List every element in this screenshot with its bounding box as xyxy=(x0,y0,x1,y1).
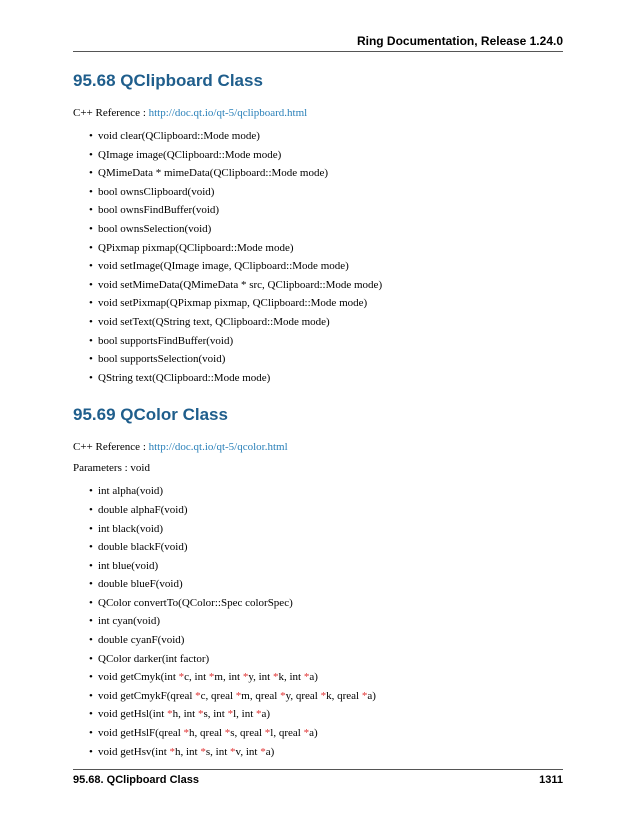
signature-text: double cyanF(void) xyxy=(98,634,185,647)
cpp-reference xyxy=(73,106,563,120)
list-item xyxy=(73,369,563,388)
signature-text: bool ownsFindBuffer(void) xyxy=(98,204,220,217)
bullet-icon: • xyxy=(89,130,93,142)
section-qclipboard xyxy=(73,70,563,387)
signature-text: void getCmykF(qreal xyxy=(98,689,196,702)
pointer-asterisk: * xyxy=(303,727,310,740)
list-item xyxy=(73,482,563,501)
signature-text: void getHsl(int xyxy=(98,708,168,721)
bullet-icon: • xyxy=(89,334,93,347)
pointer-asterisk: * xyxy=(242,671,249,684)
signature-text: double alphaF(void) xyxy=(98,503,188,516)
list-item xyxy=(73,501,563,520)
pointer-asterisk: * xyxy=(195,689,201,702)
signature-text: void setPixmap(QPixmap pixmap, QClipboard::Mode mode) xyxy=(98,297,368,310)
signature-text: QMimeData * mimeData(QClipboard::Mode mode) xyxy=(98,167,329,180)
signature-text: s, int xyxy=(203,708,228,721)
bullet-icon: • xyxy=(89,671,93,684)
bullet-icon: • xyxy=(89,541,93,554)
signature-text: bool ownsClipboard(void) xyxy=(98,185,215,198)
list-item xyxy=(73,612,563,631)
bullet-icon: • xyxy=(89,371,93,384)
page-header-title: Ring Documentation, Release 1.24.0 xyxy=(356,34,563,48)
signature-text: void setText(QString text, QClipboard::Mode mode) xyxy=(98,315,330,328)
signature-text: QColor darker(int factor) xyxy=(98,652,210,665)
pointer-asterisk: * xyxy=(256,708,262,721)
list-item xyxy=(73,164,563,183)
list-item xyxy=(73,127,563,146)
bullet-icon: • xyxy=(89,652,93,665)
bullet-icon: • xyxy=(89,559,93,572)
pointer-asterisk: * xyxy=(230,745,236,758)
signature-text: s, qreal xyxy=(230,727,265,740)
pointer-asterisk: * xyxy=(320,689,327,702)
bullet-icon: • xyxy=(89,578,93,591)
signature-text: void getCmyk(int xyxy=(98,671,179,684)
bullet-icon: • xyxy=(89,503,93,516)
signature-text: int black(void) xyxy=(98,522,164,535)
list-item xyxy=(73,257,563,276)
list-item xyxy=(73,687,563,706)
list-item xyxy=(73,201,563,220)
list-item xyxy=(73,743,563,762)
signature-text: c, int xyxy=(184,671,209,684)
signature-text: QImage image(QClipboard::Mode mode) xyxy=(98,148,282,161)
section-heading: 95.69 QColor Class xyxy=(73,405,228,425)
section-heading: 95.68 QClipboard Class xyxy=(73,71,263,90)
signature-text: y, qreal xyxy=(285,689,321,702)
bullet-icon: • xyxy=(89,148,93,161)
bullet-icon: • xyxy=(89,241,93,254)
bullet-icon: • xyxy=(89,522,93,535)
pointer-asterisk: * xyxy=(208,671,215,684)
footer-divider xyxy=(73,769,563,770)
bullet-icon: • xyxy=(89,260,93,273)
signature-text: a) xyxy=(309,727,318,740)
list-item xyxy=(73,668,563,687)
pointer-asterisk: * xyxy=(224,727,231,740)
section-qcolor xyxy=(73,404,563,761)
list-item xyxy=(73,705,563,724)
signature-text: l, qreal xyxy=(270,727,304,740)
page-content xyxy=(73,70,563,761)
pointer-asterisk: * xyxy=(361,689,368,702)
list-item xyxy=(73,557,563,576)
reference-link[interactable]: http://doc.qt.io/qt-5/qclipboard.html xyxy=(148,107,308,119)
signature-text: void getHsv(int xyxy=(98,745,170,758)
bullet-icon: • xyxy=(89,634,93,647)
signature-text: v, int xyxy=(235,745,261,758)
pointer-asterisk: * xyxy=(197,708,204,721)
bullet-icon: • xyxy=(89,167,93,180)
signature-text: bool supportsSelection(void) xyxy=(98,353,226,366)
signature-text: c, qreal xyxy=(200,689,236,702)
reference-label: C++ Reference : xyxy=(73,107,149,119)
list-item xyxy=(73,724,563,743)
footer-section-title: 95.68. QClipboard Class xyxy=(73,774,199,786)
parameters-line: Parameters : void xyxy=(73,462,150,475)
list-item xyxy=(73,520,563,539)
signature-text: double blackF(void) xyxy=(98,541,188,554)
method-list xyxy=(73,482,563,761)
signature-text: int alpha(void) xyxy=(98,485,164,498)
pointer-asterisk: * xyxy=(273,671,279,684)
reference-label: C++ Reference : xyxy=(73,441,149,454)
signature-text: m, qreal xyxy=(241,689,281,702)
pointer-asterisk: * xyxy=(235,689,242,702)
header-divider xyxy=(73,51,563,52)
bullet-icon: • xyxy=(89,596,93,609)
signature-text: h, int xyxy=(175,745,201,758)
list-item xyxy=(73,332,563,351)
list-item xyxy=(73,239,563,258)
signature-text: a) xyxy=(261,708,271,721)
bullet-icon: • xyxy=(89,222,93,235)
pointer-asterisk: * xyxy=(200,745,206,758)
signature-text: k, qreal xyxy=(326,689,362,702)
list-item xyxy=(73,294,563,313)
reference-link[interactable]: http://doc.qt.io/qt-5/qcolor.html xyxy=(148,441,288,454)
bullet-icon: • xyxy=(89,185,93,198)
signature-text: QColor convertTo(QColor::Spec colorSpec) xyxy=(98,596,293,609)
signature-text: a) xyxy=(265,745,275,758)
list-item xyxy=(73,631,563,650)
signature-text: void setMimeData(QMimeData * src, QClipboard::Mode mode) xyxy=(98,278,383,291)
list-item xyxy=(73,350,563,369)
list-item xyxy=(73,575,563,594)
signature-text: void clear(QClipboard::Mode mode) xyxy=(98,130,260,142)
bullet-icon: • xyxy=(89,297,93,310)
signature-text: int cyan(void) xyxy=(98,615,161,628)
list-item xyxy=(73,276,563,295)
signature-text: h, int xyxy=(172,708,198,721)
pointer-asterisk: * xyxy=(227,708,234,721)
signature-text: y, int xyxy=(248,671,273,684)
list-item xyxy=(73,220,563,239)
signature-text: k, int xyxy=(278,671,304,684)
pointer-asterisk: * xyxy=(169,745,175,758)
pointer-asterisk: * xyxy=(280,689,286,702)
list-item xyxy=(73,313,563,332)
bullet-icon: • xyxy=(89,353,93,366)
signature-text: s, int xyxy=(205,745,231,758)
cpp-reference xyxy=(73,440,563,454)
signature-text: bool supportsFindBuffer(void) xyxy=(98,334,234,347)
signature-text: h, qreal xyxy=(189,727,225,740)
signature-text: bool ownsSelection(void) xyxy=(98,222,212,235)
pointer-asterisk: * xyxy=(183,727,190,740)
bullet-icon: • xyxy=(89,708,93,721)
bullet-icon: • xyxy=(89,278,93,291)
signature-text: a) xyxy=(309,671,318,684)
signature-text: int blue(void) xyxy=(98,559,159,572)
list-item xyxy=(73,183,563,202)
bullet-icon: • xyxy=(89,745,93,758)
signature-text: void setImage(QImage image, QClipboard::Mode mode) xyxy=(98,260,349,273)
bullet-icon: • xyxy=(89,315,93,328)
signature-text: a) xyxy=(367,689,376,702)
bullet-icon: • xyxy=(89,615,93,628)
list-item xyxy=(73,650,563,669)
bullet-icon: • xyxy=(89,485,93,498)
footer-page-number: 1311 xyxy=(539,774,563,786)
list-item xyxy=(73,538,563,557)
pointer-asterisk: * xyxy=(178,671,185,684)
pointer-asterisk: * xyxy=(167,708,173,721)
list-item xyxy=(73,594,563,613)
list-item xyxy=(73,146,563,165)
signature-text: QString text(QClipboard::Mode mode) xyxy=(98,371,271,384)
bullet-icon: • xyxy=(89,727,93,740)
signature-text: void getHslF(qreal xyxy=(98,727,184,740)
pointer-asterisk: * xyxy=(303,671,310,684)
method-list xyxy=(73,127,563,387)
signature-text: double blueF(void) xyxy=(98,578,183,591)
signature-text: l, int xyxy=(233,708,257,721)
bullet-icon: • xyxy=(89,204,93,217)
pointer-asterisk: * xyxy=(264,727,271,740)
signature-text: m, int xyxy=(214,671,243,684)
pointer-asterisk: * xyxy=(260,745,266,758)
bullet-icon: • xyxy=(89,689,93,702)
signature-text: QPixmap pixmap(QClipboard::Mode mode) xyxy=(98,241,294,254)
